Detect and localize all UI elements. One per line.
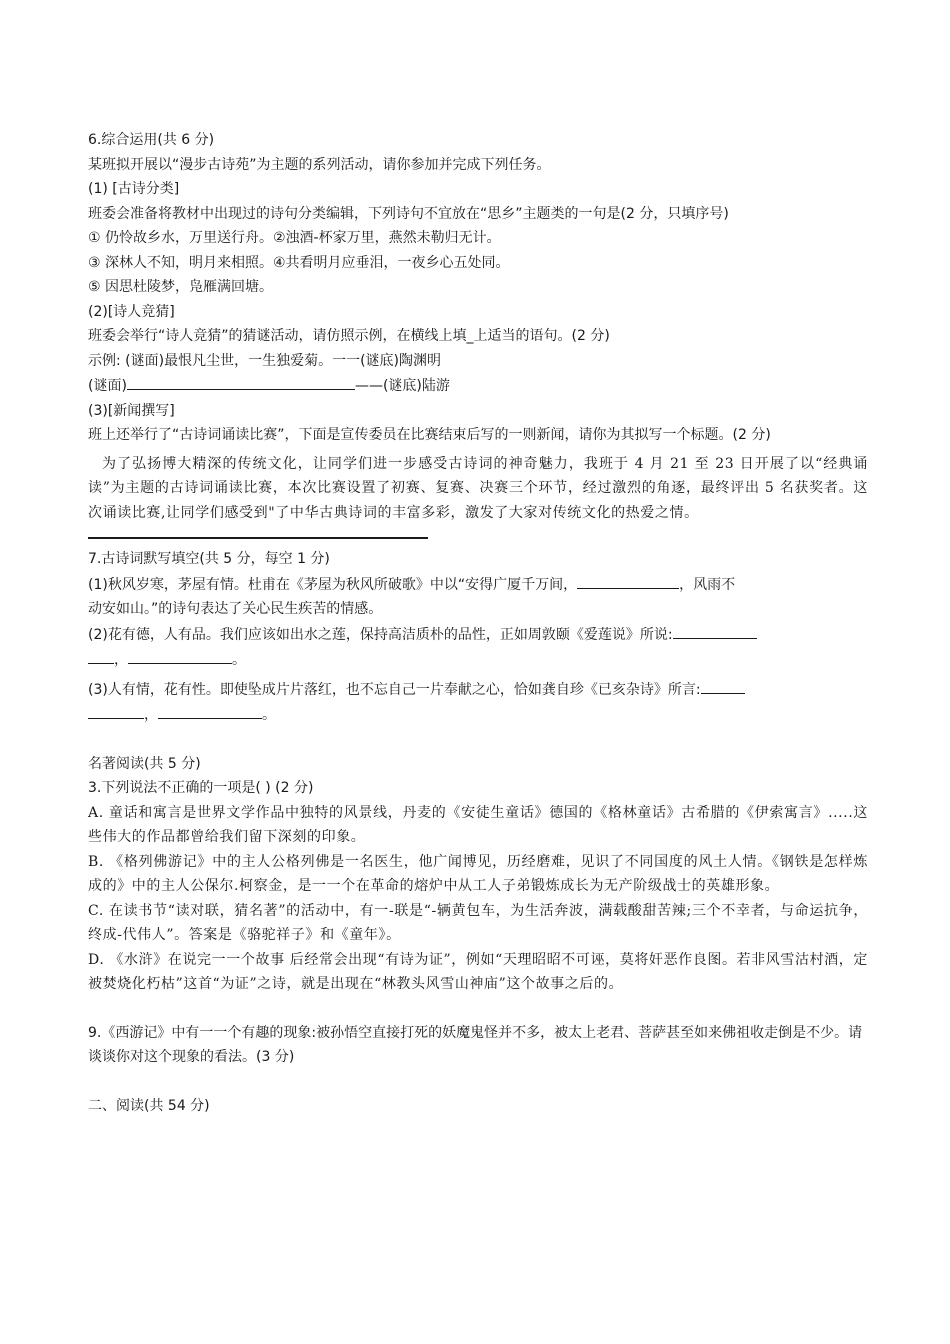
q6-part1-options-1: ① 仍怜故乡水，万里送行舟。②浊酒-杯家万里，燕然未勒归无计。 (88, 230, 501, 246)
q7-item2-blank-a-start[interactable] (673, 622, 757, 639)
q9-text: 9.《西游记》中有一一个有趣的现象:被孙悟空直接打死的妖魔鬼怪并不多，被太上老君、菩萨甚至如来佛祖收走倒是不少。请谈谈你对这个现象的看法。(3 分) (88, 1024, 863, 1065)
exam-page (88, 128, 868, 1118)
q7-item3-text: (3)人有情，花有性。即使坠成片片落红，也不忘自己一片奉献之心，恰如龚自珍《已亥杂诗》所言: (88, 681, 701, 698)
q7-item1-text-a: (1)秋风岁寒，茅屋有情。杜甫在《茅屋为秋风所破歌》中以“安得广厦千万间， (88, 576, 578, 593)
riddle-answer-blank[interactable] (127, 373, 355, 390)
mingzhu-title: 名著阅读(共 5 分) (88, 755, 201, 772)
q7-item1-line1 (88, 572, 868, 598)
mingzhu-q3: 3.下列说法不正确的一项是( ) (2 分) (88, 780, 314, 796)
q7-item3-sep: ， (144, 707, 158, 723)
q7-item2-blank-b[interactable] (128, 647, 232, 664)
q6-part1-options-3: ⑤ 因思杜陵梦，凫雁满回塘。 (88, 279, 274, 295)
q7-item3-line1 (88, 677, 868, 703)
q7-item3-line2 (88, 702, 868, 728)
q7-title: 7.古诗词默写填空(共 5 分，每空 1 分) (88, 551, 330, 567)
q7-item1-text-b: ，风雨不 (679, 576, 736, 593)
q6-part1-options-2: ③ 深林人不知，明月来相照。④共看明月应垂泪，一夜乡心五处同。 (88, 254, 510, 271)
q6-news-paragraph: 为了弘扬博大精深的传统文化，让同学们进一步感受古诗词的神奇魅力，我班于 4 月 21 至 23 日开展了以“经典诵读”为主题的古诗词诵读比赛，本次比赛设置了初赛、复赛、决赛三个环节，经过激烈的角逐，最终评出 5 名获奖者。这次诵读比赛,让同学们感受到"了中华古典诗词的丰富多彩，激发了大家对传统文化的热爱之情。 (88, 455, 868, 521)
option-c: C. 在读书节“读对联，猜名著”的活动中，有一-联是“-辆黄包车，为生活奔波，满载酸甜苦辣;三个不幸者，与命运抗争，终成-代伟人”。答案是《骆驼祥子》和《童年》。 (88, 902, 868, 943)
q7-item3-blank-a-end[interactable] (88, 702, 144, 719)
q7-item1-line2: 动安如山。”的诗句表达了关心民生疾苦的情感。 (88, 601, 383, 617)
option-b: B. 《格列佛游记》中的主人公格列佛是一名医生，他广闻博见，历经磨难，见识了不同国度的风土人情。《钢铁是怎样炼成的》中的主人公保尔.柯察金，是一一个在革命的熔炉中从工人子弟锻炼成长为无产阶级战士的英雄形象。 (88, 853, 868, 894)
q7-item3-blank-a-start[interactable] (701, 677, 745, 694)
q6-part2-heading: (2)[诗人竞猜] (88, 303, 175, 320)
q6-part2-example: 示例: (谜面)最恨凡尘世，一生独爱菊。一一(谜底)陶渊明 (88, 352, 442, 369)
q7-item2-end: 。 (232, 652, 246, 668)
q7-item2-line1 (88, 622, 868, 648)
option-d: D. 《水浒》在说完一一个故事 后经常会出现“有诗为证”，例如“天理昭昭不可诬，莫将奸恶作良图。若非风雪沽村酒，定被焚烧化朽枯”这首“为证”之诗，就是出现在“林教头风雪山神庙”这个故事之后的。 (88, 951, 868, 992)
q7-item2-blank-a-end[interactable] (88, 647, 114, 664)
riddle-suffix: ——(谜底)陆游 (354, 378, 450, 394)
q7-item3-blank-b[interactable] (158, 702, 262, 719)
q6-part1-prompt: 班委会准备将教材中出现过的诗句分类编辑，下列诗句不宜放在“思乡”主题类的一句是(2 分，只填序号) (88, 205, 729, 222)
news-title-answer-line[interactable] (88, 537, 428, 539)
q6-part2-riddle-line (88, 373, 868, 399)
q6-part1-heading: (1) [古诗分类] (88, 181, 180, 197)
q7-item3-end: 。 (262, 707, 276, 723)
q6-intro: 某班拟开展以“漫步古诗苑”为主题的系列活动，请你参加并完成下列任务。 (88, 156, 551, 173)
q6-part3-prompt: 班上还举行了“古诗词诵读比赛”，下面是宣传委员在比赛结束后写的一则新闻，请你为其拟写一个标题。(2 分) (88, 427, 771, 443)
q6-title: 6.综合运用(共 6 分) (88, 132, 215, 148)
q6-part2-prompt: 班委会举行“诗人竞猜”的猜谜活动，请仿照示例，在横线上填_上适当的语句。(2 分) (88, 328, 610, 344)
section-two-title: 二、阅读(共 54 分) (88, 1097, 210, 1114)
q6-part3-heading: (3)[新闻撰写] (88, 402, 175, 419)
q7-item2-sep: ， (114, 652, 128, 668)
q7-item1-blank[interactable] (577, 572, 679, 589)
riddle-prefix: (谜面) (88, 378, 127, 394)
q7-item2-text: (2)花有德，人有品。我们应该如出水之莲，保持高洁质朴的品性，正如周敦颐《爱莲说》所说: (88, 626, 673, 643)
option-a: A. 童话和寓言是世界文学作品中独特的风景线，丹麦的《安徒生童话》德国的《格林童话》古希腊的《伊索寓言》.....这些伟大的作品都曾给我们留下深刻的印象。 (88, 804, 868, 845)
q7-item2-line2 (88, 647, 868, 673)
